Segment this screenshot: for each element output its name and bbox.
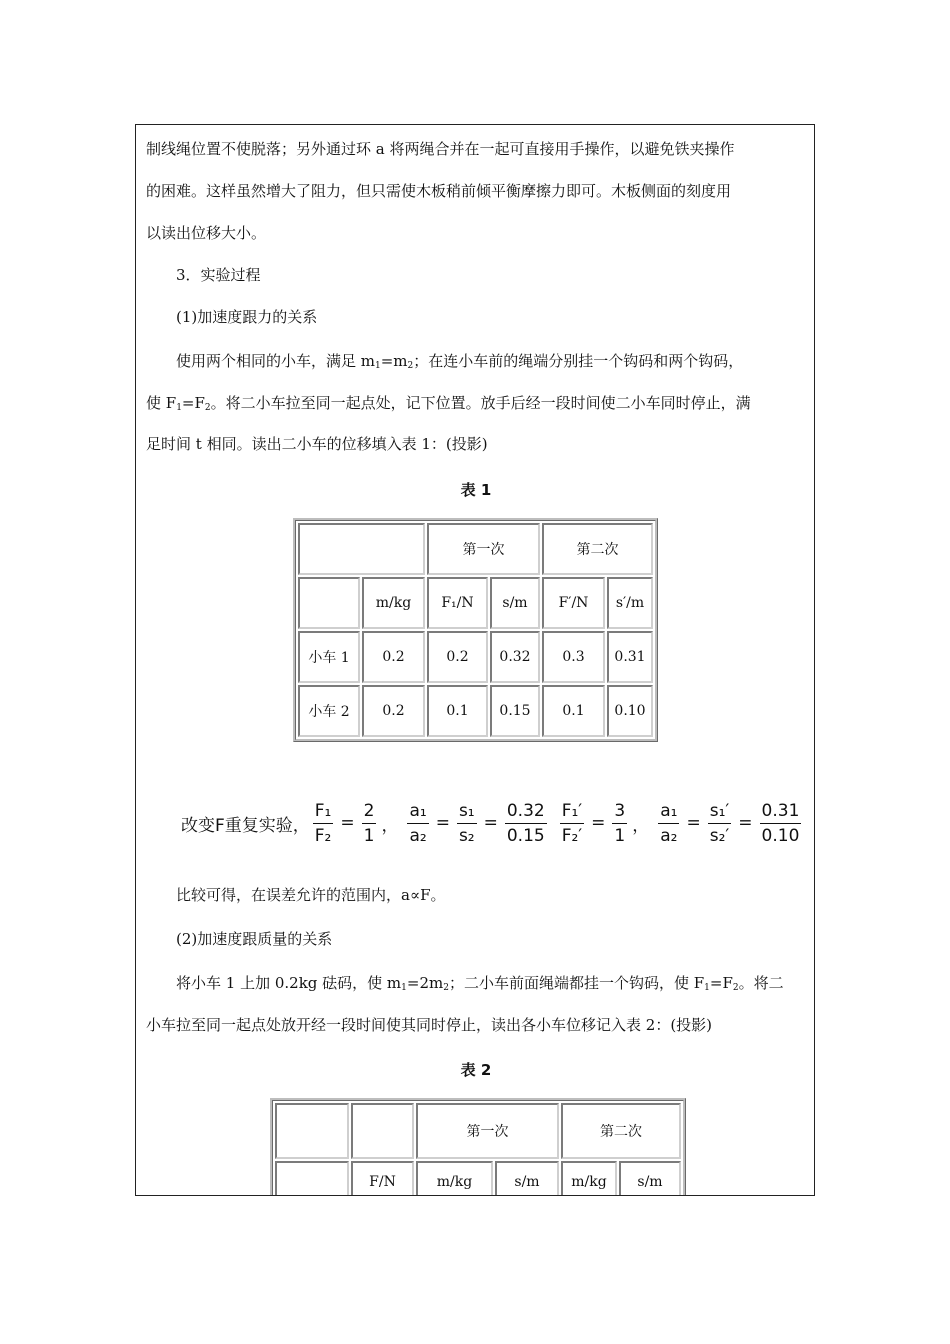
table1-cell: 0.10: [607, 685, 653, 737]
paragraph: 小车拉至同一起点处放开经一段时间使其同时停止，读出各小车位移记入表 2：(投影): [146, 1016, 713, 1034]
table1-col-header: s′/m: [607, 577, 653, 629]
table1-empty-cell: [298, 577, 360, 629]
table1-group-header: 第二次: [542, 523, 653, 575]
table2-caption: 表 2: [460, 1061, 492, 1079]
table1-cell: 0.2: [362, 685, 425, 737]
table1-cell: 0.31: [607, 631, 653, 683]
fraction: $\frac{2}{1}$: [363, 800, 375, 846]
subsection-heading: (1)加速度跟力的关系: [176, 308, 318, 326]
table1-cell: 0.1: [427, 685, 488, 737]
paragraph: 足时间 t 相同。读出二小车的位移填入表 1：(投影): [146, 435, 488, 453]
fraction: $\frac{0.32}{0.15}$: [506, 800, 545, 846]
subsection-heading: (2)加速度跟质量的关系: [176, 930, 333, 948]
fraction: $\frac{\text{s₁}}{\text{s₂}}$: [458, 800, 475, 846]
table2-empty-cell: [275, 1103, 349, 1159]
fraction: $\frac{0.31}{0.10}$: [761, 800, 800, 846]
paragraph: 比较可得，在误差允许的范围内，a∝F。: [176, 886, 446, 904]
table2-empty-cell: [275, 1161, 349, 1196]
table2-col-header: m/kg: [416, 1161, 493, 1196]
table2-col-header: m/kg: [561, 1161, 617, 1196]
paragraph: 制线绳位置不使脱落；另外通过环 a 将两绳合并在一起可直接用手操作，以避免铁夹操作: [146, 140, 735, 158]
table2: [270, 1098, 686, 1196]
paragraph: 的困难。这样虽然增大了阻力，但只需使木板稍前倾平衡摩擦力即可。木板侧面的刻度用: [146, 182, 732, 200]
table1-group-header: 第一次: [427, 523, 540, 575]
table1-corner: [298, 523, 425, 575]
table2-col-header: F/N: [351, 1161, 414, 1196]
table1-col-header: F₁/N: [427, 577, 488, 629]
table1-col-header: F′/N: [542, 577, 605, 629]
table1-cell: 0.15: [490, 685, 540, 737]
paragraph: 使 $F_1=F_2$。将二小车拉至同一起点处，记下位置。放手后经一段时间使二小车同时停止，满: [146, 394, 751, 413]
table-row: [298, 631, 653, 683]
content-frame: [135, 124, 815, 1196]
table1-col-header: m/kg: [362, 577, 425, 629]
paragraph: 以读出位移大小。: [146, 224, 267, 242]
table1-row-label: 小车 2: [298, 685, 360, 737]
formula-prefix: 改变F重复实验，: [181, 815, 310, 836]
paragraph: 将小车 1 上加 0.2kg 砝码，使 $m_1=2m_2$；二小车前面绳端都挂一个钩码，使 $F_1=F_2$。将二: [176, 974, 784, 993]
table2-group-header: 第一次: [416, 1103, 559, 1159]
table1-cell: 0.2: [427, 631, 488, 683]
ratio-formula: 改变F重复实验， $\frac{\text{F₁}}{\text{F₂}}$ = $\frac{2}{1}$ ， $\frac{\text{a₁}}{\text{a₂}}$ = $\frac{\text{s₁}}{\text{s₂}}$ = $\frac{0.32}{0.15}$ $\frac{\text{F₁′}}{\text{F₂′}}$ = $\frac{3}{1}$ ， $\frac{\text{a₁}}{\text{a₂}}$ = $\frac{\text{s₁′}}{\text{s₂′}}$ = $\frac{0.31}{0.10}$: [181, 800, 800, 846]
table2-col-header: s/m: [495, 1161, 559, 1196]
table1-cell: 0.2: [362, 631, 425, 683]
table1-caption: 表 1: [460, 481, 492, 499]
section-heading: 3．实验过程: [176, 266, 261, 284]
table1-col-header: s/m: [490, 577, 540, 629]
table1-cell: 0.32: [490, 631, 540, 683]
table1-row-label: 小车 1: [298, 631, 360, 683]
table1-cell: 0.1: [542, 685, 605, 737]
fraction: $\frac{\text{a₁}}{\text{a₂}}$: [409, 800, 427, 846]
table1-cell: 0.3: [542, 631, 605, 683]
table2-empty-cell: [351, 1103, 414, 1159]
paragraph: 使用两个相同的小车，满足 $m_1=m_2$；在连小车前的绳端分别挂一个钩码和两个钩码，: [176, 352, 744, 371]
fraction: $\frac{\text{s₁′}}{\text{s₂′}}$: [709, 800, 730, 846]
table-row: [298, 685, 653, 737]
fraction: $\frac{\text{F₁}}{\text{F₂}}$: [314, 800, 332, 846]
table2-col-header: s/m: [619, 1161, 681, 1196]
table1: [293, 518, 658, 742]
fraction: $\frac{\text{a₁}}{\text{a₂}}$: [660, 800, 678, 846]
fraction: $\frac{3}{1}$: [614, 800, 626, 846]
table2-group-header: 第二次: [561, 1103, 681, 1159]
fraction: $\frac{\text{F₁′}}{\text{F₂′}}$: [561, 800, 583, 846]
